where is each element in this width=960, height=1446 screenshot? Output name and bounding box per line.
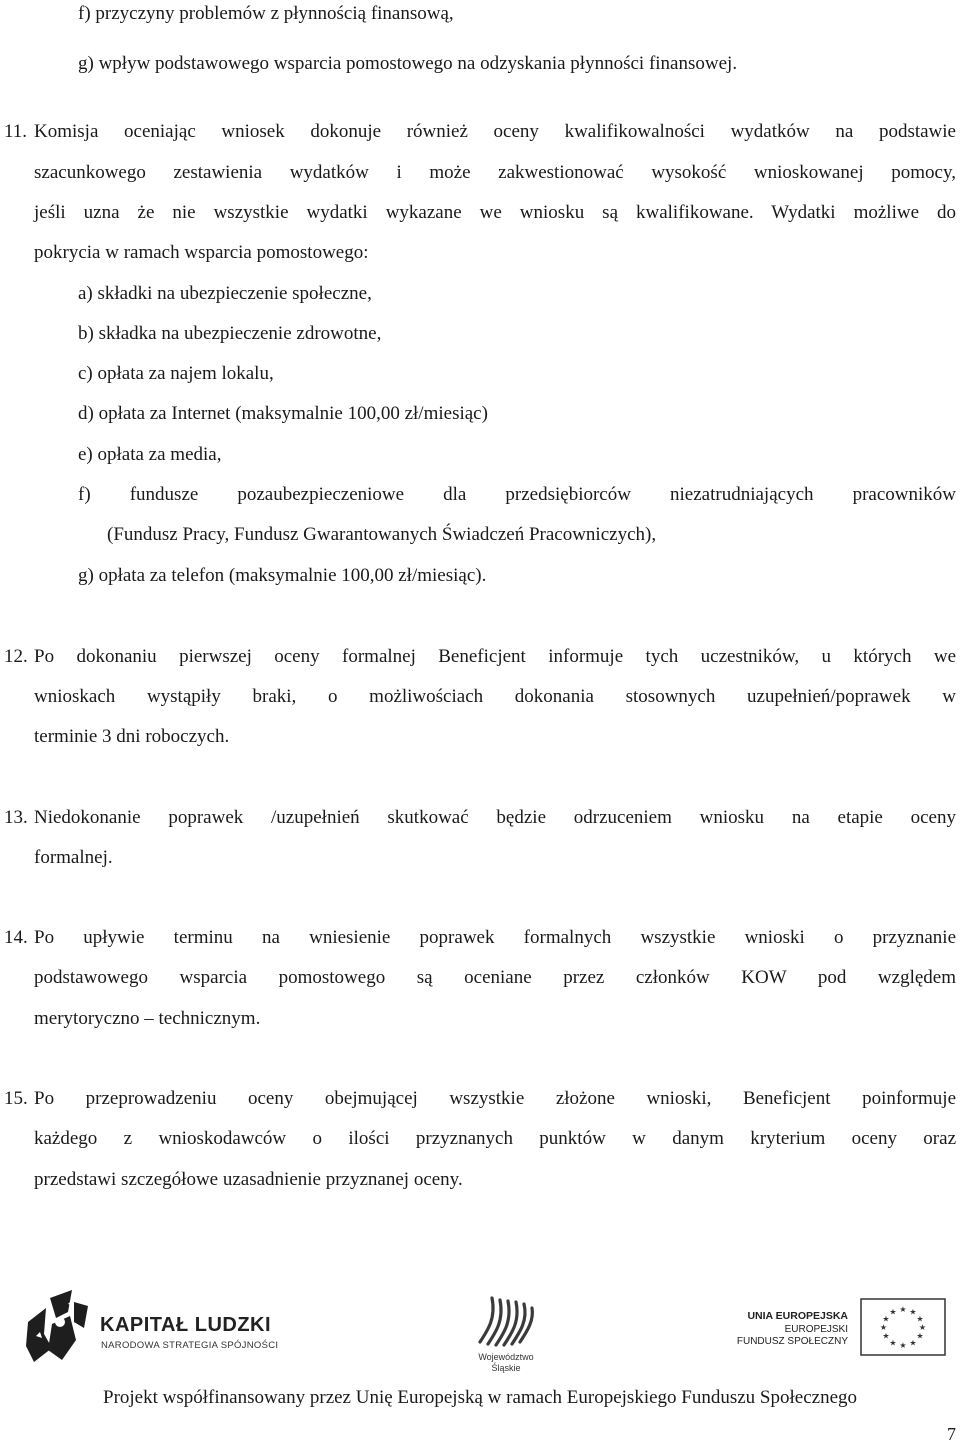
paragraph-11-line-2: szacunkowego zestawienia wydatków i może zakwestionować wysokość wnioskowanej pomocy, bbox=[34, 162, 956, 183]
eu-label-2: EUROPEJSKI bbox=[784, 1324, 848, 1335]
eu-label-1: UNIA EUROPEJSKA bbox=[747, 1310, 848, 1322]
paragraph-14-line-1: Po upływie terminu na wniesienie poprawek formalnych wszystkie wnioski o przyznanie bbox=[34, 927, 956, 948]
list-item-e: e) opłata za media, bbox=[78, 444, 222, 465]
eu-flag-icon bbox=[860, 1298, 946, 1356]
list-item-f2-cont: (Fundusz Pracy, Fundusz Gwarantowanych Świadczeń Pracowniczych), bbox=[107, 524, 657, 545]
paragraph-14-line-3: merytoryczno – technicznym. bbox=[34, 1008, 261, 1029]
svg-text:★: ★ bbox=[879, 1323, 888, 1332]
footer-text: Projekt współfinansowany przez Unię Europejską w ramach Europejskiego Funduszu Społecznego bbox=[103, 1387, 857, 1408]
eu-label-3: FUNDUSZ SPOŁECZNY bbox=[736, 1336, 848, 1347]
svg-text:★: ★ bbox=[899, 1305, 907, 1314]
svg-text:★: ★ bbox=[899, 1341, 907, 1350]
kapital-ludzki-logo bbox=[22, 1288, 302, 1368]
paragraph-14-line-2: podstawowego wsparcia pomostowego są oceniane przez członków KOW pod względem bbox=[34, 967, 956, 988]
list-item-g: g) wpływ podstawowego wsparcia pomostowego na odzyskania płynności finansowej. bbox=[78, 53, 738, 74]
svg-text:★: ★ bbox=[882, 1314, 890, 1324]
paragraph-12-line-1: Po dokonaniu pierwszej oceny formalnej Beneficjent informuje tych uczestników, u których we bbox=[34, 646, 956, 667]
paragraph-14-number: 14. bbox=[4, 927, 28, 948]
svg-text:★: ★ bbox=[889, 1307, 897, 1317]
wojewodztwo-slaskie-logo bbox=[466, 1290, 546, 1380]
paragraph-13-number: 13. bbox=[4, 807, 28, 828]
paragraph-15-number: 15. bbox=[4, 1088, 28, 1109]
paragraph-12-line-3: terminie 3 dni roboczych. bbox=[34, 726, 230, 747]
list-item-b: b) składka na ubezpieczenie zdrowotne, bbox=[78, 323, 382, 344]
paragraph-13-line-2: formalnej. bbox=[34, 847, 113, 868]
unia-europejska-logo bbox=[730, 1298, 946, 1360]
list-item-d: d) opłata za Internet (maksymalnie 100,00 zł/miesiąc) bbox=[78, 403, 488, 424]
kapital-ludzki-title: KAPITAŁ LUDZKI bbox=[100, 1314, 272, 1336]
list-item-f: f) przyczyny problemów z płynnością finansową, bbox=[78, 3, 454, 24]
list-item-f2: f) fundusze pozaubezpieczeniowe dla przedsiębiorców niezatrudniających pracowników bbox=[78, 484, 956, 505]
svg-text:★: ★ bbox=[918, 1323, 927, 1332]
list-item-c: c) opłata za najem lokalu, bbox=[78, 363, 274, 384]
paragraph-11-line-3: jeśli uzna że nie wszystkie wydatki wykazane we wniosku są kwalifikowane. Wydatki możliwe do bbox=[34, 202, 956, 223]
svg-text:★: ★ bbox=[889, 1338, 897, 1348]
paragraph-11-number: 11. bbox=[4, 121, 28, 142]
list-item-a: a) składki na ubezpieczenie społeczne, bbox=[78, 283, 372, 304]
wojewodztwo-label-1: Województwo bbox=[478, 1352, 534, 1362]
paragraph-12-number: 12. bbox=[4, 646, 28, 667]
paragraph-13-line-1: Niedokonanie poprawek /uzupełnień skutkować będzie odrzuceniem wniosku na etapie oceny bbox=[34, 807, 956, 828]
paragraph-11-line-1: Komisja oceniając wniosek dokonuje również oceny kwalifikowalności wydatków na podstawie bbox=[34, 121, 956, 142]
paragraph-15-line-2: każdego z wnioskodawców o ilości przyznanych punktów w danym kryterium oceny oraz bbox=[34, 1128, 956, 1149]
kapital-ludzki-emblem-icon bbox=[22, 1288, 94, 1370]
list-item-g2: g) opłata za telefon (maksymalnie 100,00 zł/miesiąc). bbox=[78, 565, 487, 586]
paragraph-12-line-2: wnioskach wystąpiły braki, o możliwościach dokonania stosownych uzupełnień/poprawek w bbox=[34, 686, 956, 707]
svg-text:★: ★ bbox=[909, 1338, 917, 1348]
paragraph-15-line-3: przedstawi szczegółowe uzasadnienie przyznanej oceny. bbox=[34, 1169, 463, 1190]
paragraph-11-line-4: pokrycia w ramach wsparcia pomostowego: bbox=[34, 242, 369, 263]
paragraph-15-line-1: Po przeprowadzeniu oceny obejmującej wszystkie złożone wnioski, Beneficjent poinformuje bbox=[34, 1088, 956, 1109]
wojewodztwo-emblem-icon bbox=[466, 1290, 546, 1348]
wojewodztwo-label-2: Śląskie bbox=[491, 1363, 521, 1373]
svg-text:★: ★ bbox=[916, 1314, 924, 1324]
svg-text:★: ★ bbox=[909, 1307, 917, 1317]
svg-text:★: ★ bbox=[916, 1331, 924, 1341]
kapital-ludzki-subtitle: NARODOWA STRATEGIA SPÓJNOŚCI bbox=[101, 1340, 279, 1351]
svg-text:★: ★ bbox=[882, 1331, 890, 1341]
page-number: 7 bbox=[947, 1424, 956, 1444]
